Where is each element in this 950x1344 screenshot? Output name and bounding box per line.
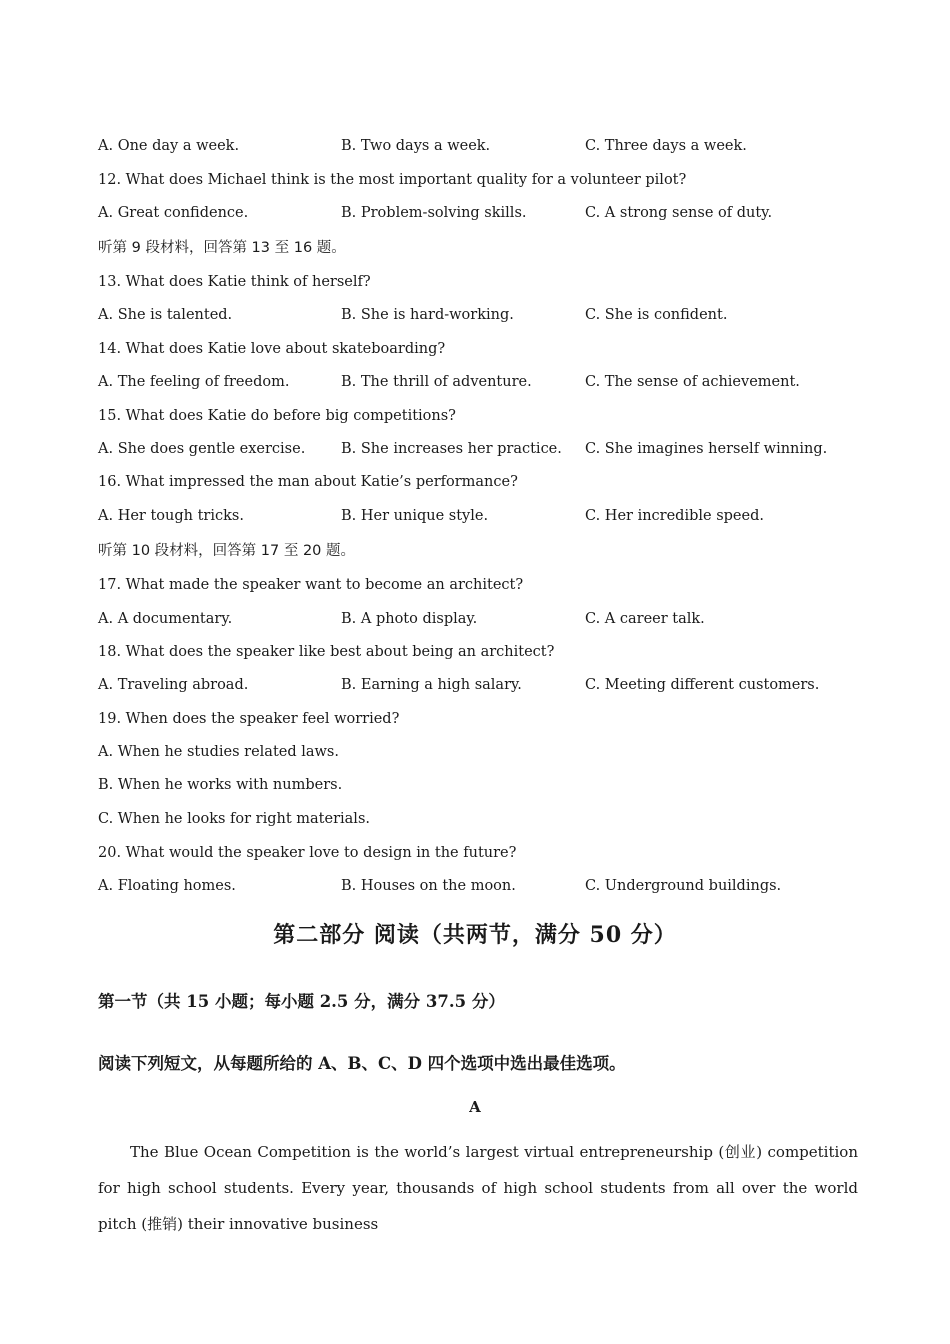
q11-option-a: A. One day a week. bbox=[98, 138, 240, 154]
q15-option-a: A. She does gentle exercise. bbox=[98, 441, 306, 457]
q17-stem: 17. What made the speaker want to become an architect? bbox=[98, 577, 524, 593]
listening-instruction-9: 听第 9 段材料，回答第 13 至 16 题。 bbox=[98, 240, 346, 256]
q13-stem: 13. What does Katie think of herself? bbox=[98, 274, 371, 290]
q14-option-c: C. The sense of achievement. bbox=[585, 374, 800, 390]
q19-option-b: B. When he works with numbers. bbox=[98, 777, 343, 793]
q15-option-c: C. She imagines herself winning. bbox=[585, 441, 828, 457]
q20-stem: 20. What would the speaker love to design in the future? bbox=[98, 845, 517, 861]
q11-option-b: B. Two days a week. bbox=[341, 138, 491, 154]
q20-option-a: A. Floating homes. bbox=[98, 878, 236, 894]
q17-option-b: B. A photo display. bbox=[341, 611, 478, 627]
q18-option-c: C. Meeting different customers. bbox=[585, 677, 820, 693]
q14-stem: 14. What does Katie love about skateboarding? bbox=[98, 341, 446, 357]
q18-stem: 18. What does the speaker like best about being an architect? bbox=[98, 644, 555, 660]
q13-option-a: A. She is talented. bbox=[98, 307, 233, 323]
q16-option-c: C. Her incredible speed. bbox=[585, 508, 764, 524]
listening-instruction-10: 听第 10 段材料，回答第 17 至 20 题。 bbox=[98, 543, 356, 559]
q19-option-c: C. When he looks for right materials. bbox=[98, 811, 370, 827]
q14-option-a: A. The feeling of freedom. bbox=[98, 374, 290, 390]
q12-option-b: B. Problem-solving skills. bbox=[341, 205, 527, 221]
q16-stem: 16. What impressed the man about Katie’s performance? bbox=[98, 474, 518, 490]
q13-option-c: C. She is confident. bbox=[585, 307, 728, 323]
passage-paragraph: The Blue Ocean Competition is the world’s largest virtual entrepreneurship (创业) competition for high school students. Every year, thousands of high school students from all over the world pitch (推销) their innovative business bbox=[98, 1143, 858, 1233]
reading-instruction: 阅读下列短文，从每题所给的 A、B、C、D 四个选项中选出最佳选项。 bbox=[98, 1054, 626, 1073]
part-two-title: 第二部分 阅读（共两节，满分 50 分） bbox=[273, 922, 677, 948]
q18-option-a: A. Traveling abroad. bbox=[98, 677, 249, 693]
passage-label: A bbox=[469, 1098, 481, 1116]
q11-option-c: C. Three days a week. bbox=[585, 138, 747, 154]
q12-option-a: A. Great confidence. bbox=[98, 205, 249, 221]
q12-stem: 12. What does Michael think is the most important quality for a volunteer pilot? bbox=[98, 172, 687, 188]
q18-option-b: B. Earning a high salary. bbox=[341, 677, 522, 693]
q14-option-b: B. The thrill of adventure. bbox=[341, 374, 532, 390]
q17-option-a: A. A documentary. bbox=[98, 611, 233, 627]
q19-stem: 19. When does the speaker feel worried? bbox=[98, 711, 400, 727]
q16-option-b: B. Her unique style. bbox=[341, 508, 489, 524]
q15-stem: 15. What does Katie do before big competitions? bbox=[98, 408, 456, 424]
q12-option-c: C. A strong sense of duty. bbox=[585, 205, 773, 221]
q20-option-b: B. Houses on the moon. bbox=[341, 878, 516, 894]
section-one-title: 第一节（共 15 小题；每小题 2.5 分，满分 37.5 分） bbox=[98, 992, 505, 1011]
q16-option-a: A. Her tough tricks. bbox=[98, 508, 244, 524]
q17-option-c: C. A career talk. bbox=[585, 611, 705, 627]
q19-option-a: A. When he studies related laws. bbox=[98, 744, 339, 760]
q20-option-c: C. Underground buildings. bbox=[585, 878, 782, 894]
q13-option-b: B. She is hard-working. bbox=[341, 307, 514, 323]
q15-option-b: B. She increases her practice. bbox=[341, 441, 562, 457]
